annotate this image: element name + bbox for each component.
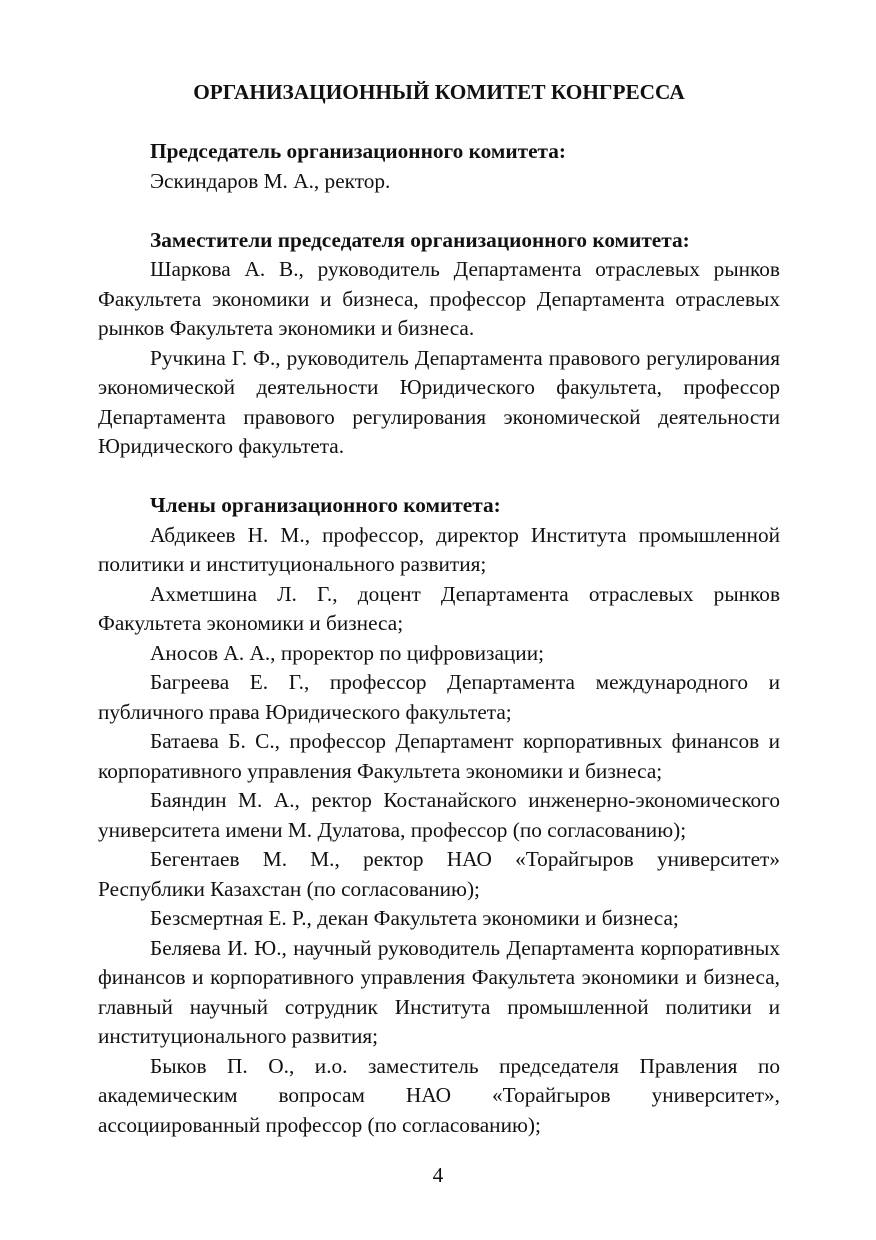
committee-member: Абдикеев Н. М., профессор, директор Института промышленной политики и институционального развития; — [98, 522, 780, 576]
committee-member: Батаева Б. С., профессор Департамент корпоративных финансов и корпоративного управления Факультета экономики и бизнеса; — [98, 729, 780, 783]
section-spacer — [98, 462, 780, 492]
page-title: ОРГАНИЗАЦИОННЫЙ КОМИТЕТ КОНГРЕССА — [193, 80, 685, 104]
section-spacer — [98, 196, 780, 226]
page-number: 4 — [432, 1163, 444, 1187]
chair-heading: Председатель организационного комитета: — [150, 139, 566, 163]
committee-member: Баяндин М. А., ректор Костанайского инженерно-экономического университета имени М. Дулатова, профессор (по согласованию); — [98, 788, 780, 842]
committee-member: Беляева И. Ю., научный руководитель Департамента корпоративных финансов и корпоративного управления Факультета экономики и бизнеса, главный научный сотрудник Института промышленной политики и институционального развития; — [98, 935, 780, 1048]
committee-member: Аносов А. А., проректор по цифровизации; — [150, 640, 545, 665]
committee-member: Бегентаев М. М., ректор НАО «Торайгыров университет» Республики Казахстан (по согласованию); — [98, 847, 780, 901]
deputies-heading: Заместители председателя организационного комитета: — [150, 227, 690, 252]
committee-member: Безсмертная Е. Р., декан Факультета экономики и бизнеса; — [150, 906, 679, 930]
document-page — [98, 78, 780, 1140]
committee-member: Багреева Е. Г., профессор Департамента международного и публичного права Юридического факультета; — [98, 670, 780, 724]
chair-member: Эскиндаров М. А., ректор. — [150, 168, 391, 193]
deputy-member: Шаркова А. В., руководитель Департамента отраслевых рынков Факультета экономики и бизнеса, профессор Департамента отраслевых рынков Факультета экономики и бизнеса. — [98, 257, 780, 340]
committee-member: Ахметшина Л. Г., доцент Департамента отраслевых рынков Факультета экономики и бизнеса; — [98, 581, 780, 635]
deputy-member: Ручкина Г. Ф., руководитель Департамента правового регулирования экономической деятельности Юридического факультета, профессор Департамента правового регулирования экономической деятельности Юридического факультета. — [98, 345, 780, 458]
members-heading: Члены организационного комитета: — [150, 493, 501, 517]
committee-member: Быков П. О., и.о. заместитель председателя Правления по академическим вопросам НАО «Торайгыров университет», ассоциированный профессор (по согласованию); — [98, 1053, 780, 1137]
